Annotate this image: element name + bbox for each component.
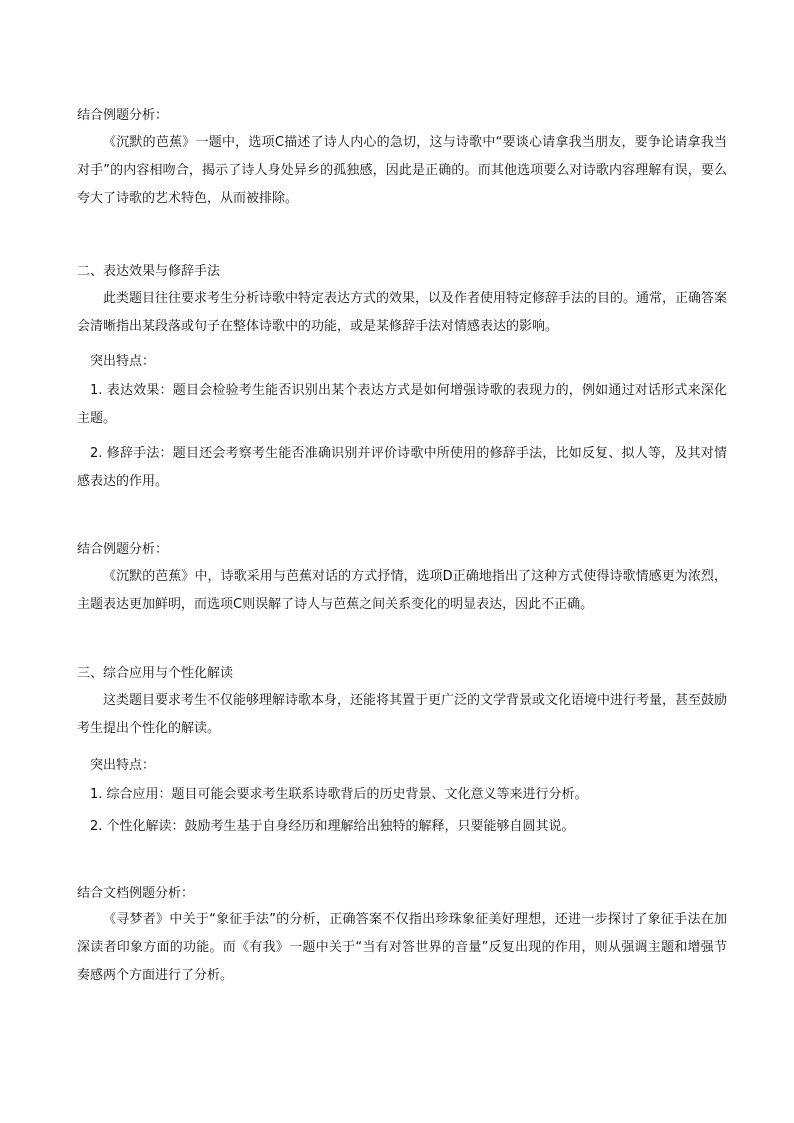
list-item-expression-effect: 1. 表达效果：题目会检验考生能否识别出某个表达方式是如何增强诗歌的表现力的，例如通过对话形式来深化主题。 bbox=[77, 383, 727, 426]
paragraph-comprehensive: 这类题目要求考生不仅能够理解诗歌本身，还能将其置于更广泛的文学背景或文化语境中进行考量，甚至鼓励考生提出个性化的解读。 bbox=[77, 693, 728, 736]
paragraph-document-analysis: 《寻梦者》中关于“象征手法”的分析，正确答案不仅指出珍珠象征美好理想，还进一步探讨了象征手法在加深读者印象方面的功能。而《有我》一题中关于“当有对答世界的音量”反复出现的作用，则从强调主题和增强节奏感两个方面进行了分析。 bbox=[77, 912, 727, 983]
list-item-comprehensive-application: 1. 综合应用：题目可能会要求考生联系诗歌背后的历史背景、文化意义等来进行分析。 bbox=[90, 787, 588, 802]
paragraph-example-analysis-2: 《沉默的芭蕉》中，诗歌采用与芭蕉对话的方式抒情，选项D正确地指出了这种方式使得诗歌情感更为浓烈，主题表达更加鲜明，而选项C则误解了诗人与芭蕉之间关系变化的明显表达，因此不正确。 bbox=[77, 569, 727, 612]
features-label-1: 突出特点： bbox=[90, 354, 156, 369]
section-label-example-analysis-2: 结合例题分析： bbox=[77, 542, 169, 557]
paragraph-expression-rhetoric: 此类题目往往要求考生分析诗歌中特定表达方式的效果，以及作者使用特定修辞手法的目的。通常，正确答案会清晰指出某段落或句子在整体诗歌中的功能，或是某修辞手法对情感表达的影响。 bbox=[77, 291, 728, 334]
list-item-personal-interpretation: 2. 个性化解读：鼓励考生基于自身经历和理解给出独特的解释，只要能够自圆其说。 bbox=[90, 819, 575, 834]
list-item-rhetoric: 2. 修辞手法：题目还会考察考生能否准确识别并评价诗歌中所使用的修辞手法，比如反复、拟人等，及其对情感表达的作用。 bbox=[77, 446, 727, 489]
features-label-2: 突出特点： bbox=[90, 758, 156, 773]
paragraph-example-analysis-1: 《沉默的芭蕉》一题中，选项C描述了诗人内心的急切，这与诗歌中“要谈心请拿我当朋友，要争论请拿我当对手”的内容相吻合，揭示了诗人身处异乡的孤独感，因此是正确的。而其他选项要么对诗歌内容理解有误，要么夸大了诗歌的艺术特色，从而被排除。 bbox=[77, 135, 727, 206]
section-label-document-analysis: 结合文档例题分析： bbox=[77, 886, 195, 901]
section-heading-comprehensive: 三、综合应用与个性化解读 bbox=[77, 666, 234, 681]
section-heading-expression-rhetoric: 二、表达效果与修辞手法 bbox=[77, 264, 221, 279]
section-label-example-analysis-1: 结合例题分析： bbox=[77, 108, 169, 123]
